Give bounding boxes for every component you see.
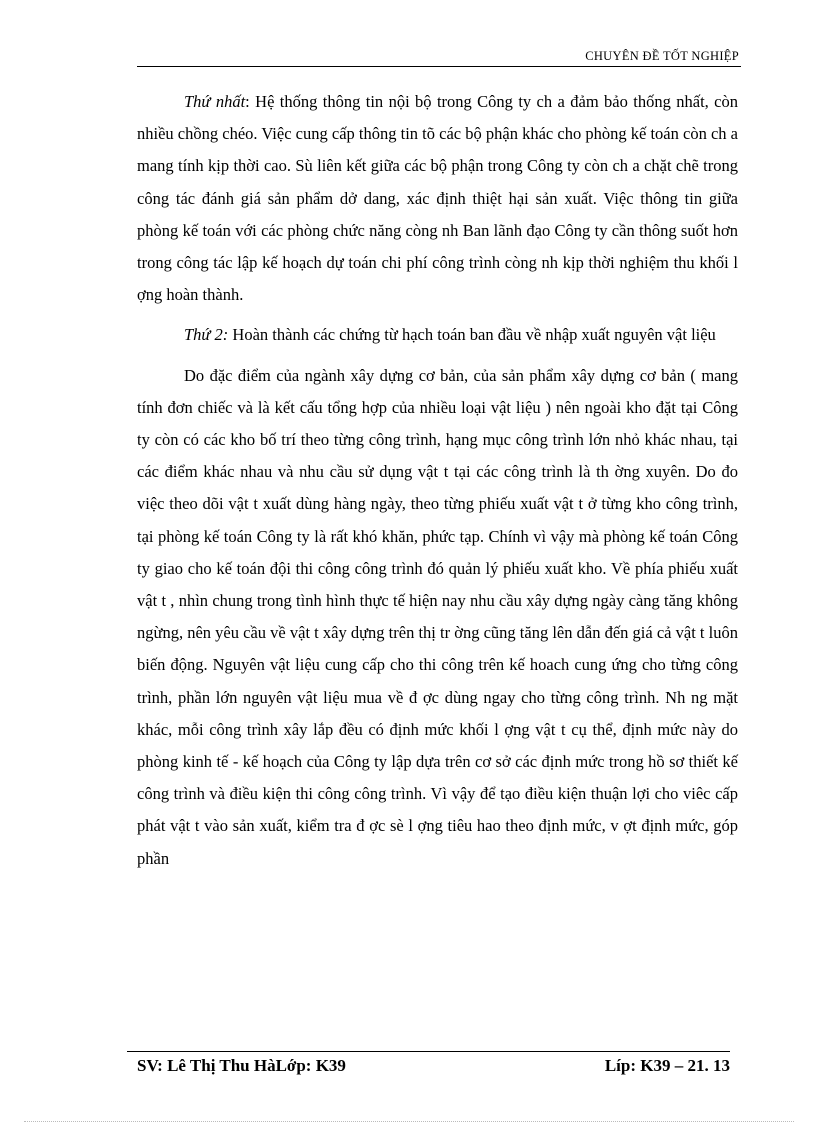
paragraph-lead: Thứ nhất [184, 92, 246, 111]
footer-class-info: Líp: K39 – 21. 13 [604, 1056, 730, 1075]
paragraph-second-point [137, 319, 738, 351]
page-boundary [24, 1121, 794, 1122]
paragraph-body [137, 360, 738, 875]
document-body [137, 86, 738, 875]
paragraph-text: Hoàn thành các chứng từ hạch toán ban đầu về nhập xuất nguyên vật liệu [228, 325, 716, 345]
header-divider [137, 66, 741, 67]
paragraph-lead: Thứ 2: [184, 325, 229, 345]
footer-student-info: SV: Lê Thị Thu HàLớp: K39 [137, 1056, 346, 1075]
paragraph-first-point [137, 86, 738, 311]
paragraph-text: : Hệ thống thông tin nội bộ trong Công ty ch a đảm bảo thống nhất, còn nhiều chồng chéo. Việc cung cấp thông tin tõ các bộ phận khác cho phòng kế toán còn ch a mang tính kịp thời cao. Sù liên kết giữa các bộ phận trong Công ty còn ch a chặt chẽ trong công tác đánh giá sản phẩm dở dang, xác định thiệt hại sản xuất. Việc thông tin giữa phòng kế toán với các phòng chức năng còng nh Ban lãnh đạo Công ty cần thông suốt hơn trong công tác lập kế hoạch dự toán chi phí công trình còng nh kịp thời nghiệm thu khối l ợng hoàn thành. [137, 92, 739, 305]
paragraph-text: Do đặc điểm của ngành xây dựng cơ bản, của sản phẩm xây dựng cơ bản ( mang tính đơn chiếc và là kết cấu tổng hợp của nhiều loại vật liệu ) nên ngoài kho đặt tại Công ty còn có các kho bố trí theo từng công trình, hạng mục công trình lớn nhỏ khác nhau, tại các điểm khác nhau và nhu cầu sử dụng vật t tại các công trình là th ờng xuyên. Do đo việc theo dõi vật t xuất dùng hàng ngày, theo từng phiếu xuất vật t ở từng kho công trình, tại phòng kế toán Công ty là rất khó khăn, phức tạp. Chính vì vậy mà phòng kế toán Công ty giao cho kế toán đội thi công công trình đó quản lý phiếu xuất kho. Về phía phiếu xuất vật t , nhìn chung trong tình hình thực tế hiện nay nhu cầu xây dựng ngày càng tăng không ngừng, nên yêu cầu về vật t xây dựng trên thị tr ờng cũng tăng lên dẫn đến giá cả vật t luôn biến động. Nguyên vật liệu cung cấp cho thi công trên kế hoach cung ứng cho từng công trình, phần lớn nguyên vật liệu mua về đ ợc dùng ngay cho từng công trình. Nh ng mặt khác, mỗi công trình xây lắp đều có định mức khối l ợng vật t cụ thể, định mức này do phòng kinh tế - kế hoạch của Công ty lập dựa trên cơ sở các định mức trong hồ sơ thiết kế công trình và điều kiện thi công công trình. Vì vậy để tạo điều kiện thuận lợi cho viêc cấp phát vật t vào sản xuất, kiểm tra đ ợc sè l ợng tiêu hao theo định mức, v ợt định mức, góp phần [137, 365, 738, 868]
footer-divider [127, 1051, 730, 1052]
header-title: CHUYÊN ĐỀ TỐT NGHIỆP [585, 49, 739, 63]
